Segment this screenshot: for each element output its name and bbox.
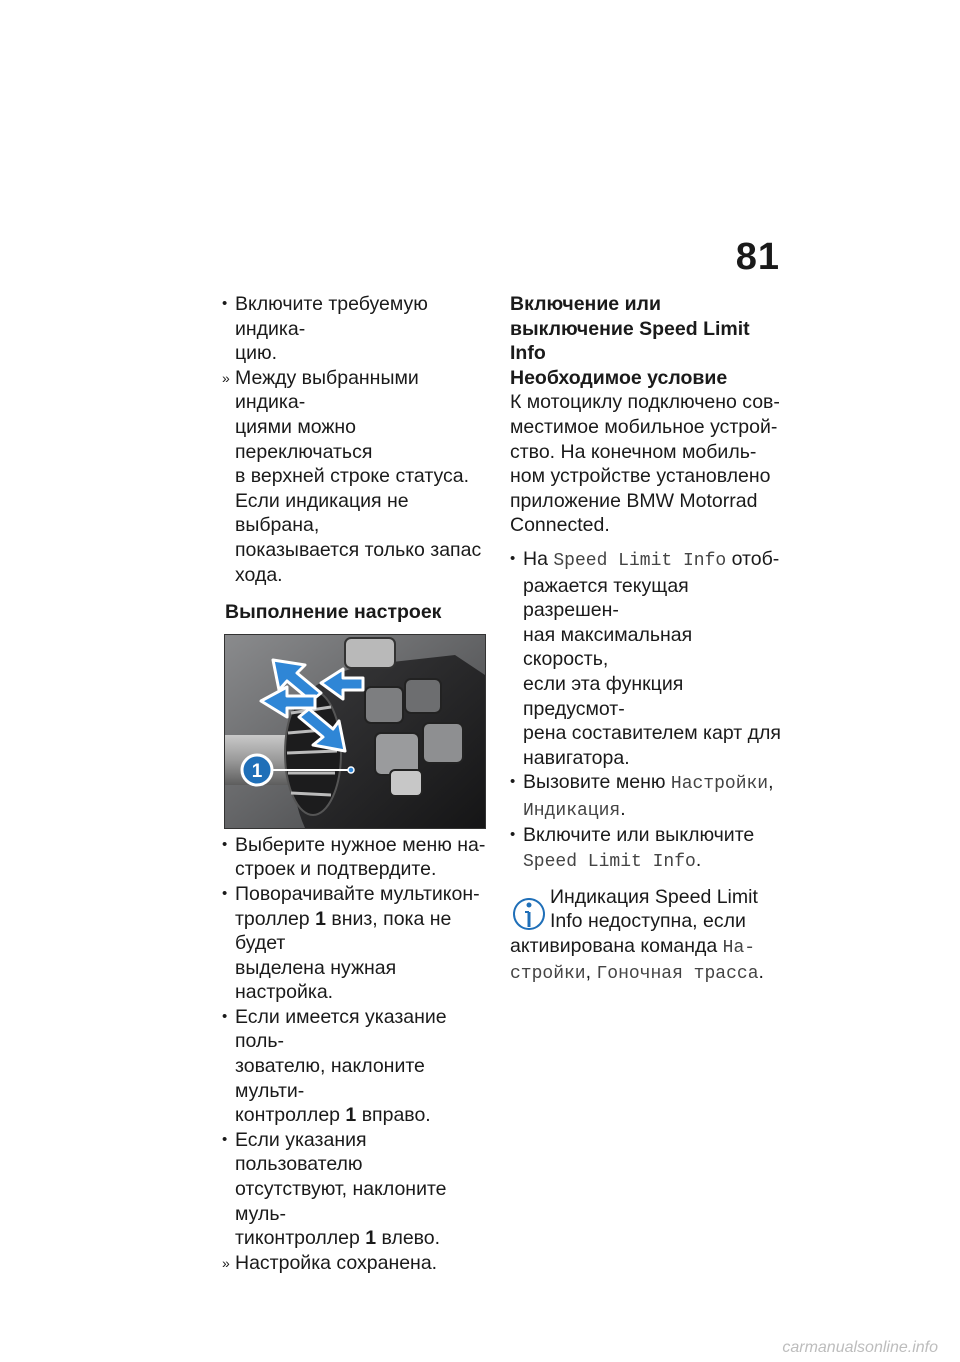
list-item: [222, 1005, 490, 1128]
instruction-list: [510, 547, 782, 875]
menu-code: Speed Limit Info: [553, 550, 727, 571]
callout-reference: 1: [315, 907, 326, 930]
list-item: [222, 882, 490, 1005]
section-heading: Включение или выключение Speed Limit Info: [510, 293, 750, 365]
list-item-text: Включите требуемую индика- цию.: [235, 293, 428, 365]
bullet-mark: •: [222, 1130, 228, 1148]
callout-label: 1: [251, 760, 263, 782]
page-number: 81: [735, 236, 780, 278]
list-item-text: Включите или выключите Speed Limit Info.: [523, 824, 755, 873]
list-item-text: Поворачивайте мультикон- троллер 1 вниз, пока не будет выделена нужная настройка.: [235, 882, 480, 1004]
result-item-text: Настройка сохранена.: [235, 1251, 438, 1274]
handlebar-controller-photo: [224, 634, 486, 829]
info-note: [510, 885, 782, 987]
bullet-mark: •: [510, 826, 516, 844]
bullet-mark: •: [510, 549, 516, 567]
bullet-mark: •: [222, 835, 228, 853]
footer-watermark-logo: carmanualsonline.info: [782, 1339, 938, 1356]
section-heading: Выполнение настроек: [225, 601, 442, 624]
result-item: [222, 366, 490, 587]
bullet-mark: •: [510, 773, 516, 791]
list-item: [510, 770, 782, 823]
list-item: [222, 833, 490, 882]
result-item-text: Между выбранными индика- циями можно переключаться в верхней строке статуса. Если индикация не выбрана, показывается только запас хода.: [235, 366, 482, 586]
list-item: [222, 1128, 490, 1251]
right-column: [510, 292, 782, 987]
list-item: [222, 292, 490, 366]
callout-reference: 1: [365, 1227, 377, 1250]
list-item: [510, 547, 782, 770]
result-item: [222, 1251, 490, 1276]
list-item-text: Если указания пользователю отсутствуют, наклоните муль- тиконтроллер 1 влево.: [235, 1128, 447, 1250]
list-item: [510, 823, 782, 874]
list-item-text: Если имеется указание поль- зователю, наклоните мульти- контроллер 1 вправо.: [235, 1005, 447, 1127]
note-text-continued: активирована команда На- стройки, Гоночная трасса.: [510, 934, 764, 985]
body-paragraph: К мотоциклу подключено сов- местимое мобильное устрой- ство. На конечном мобиль- ном устройстве установлено приложение BMW Motorrad Connected.: [510, 391, 780, 537]
bullet-mark: •: [222, 1007, 228, 1025]
callout-reference: 1: [345, 1104, 357, 1127]
list-item-text: Выберите нужное меню на- строек и подтвердите.: [235, 833, 486, 881]
left-column: [222, 292, 490, 1275]
menu-code: Настройки: [670, 774, 769, 795]
list-item-text: На Speed Limit Info отоб- ражается текущая разрешен- ная максимальная скорость, если эта функция предусмот- рена составителем карт для навигатора.: [523, 547, 781, 769]
menu-code: Индикация: [523, 800, 621, 821]
info-icon: [510, 885, 548, 937]
list-item-text: Вызовите меню Настройки, Индикация.: [523, 771, 774, 821]
result-mark: »: [222, 369, 230, 386]
bullet-mark: •: [222, 884, 228, 902]
bullet-mark: •: [222, 295, 228, 312]
menu-code: Speed Limit Info: [523, 852, 696, 873]
note-text: Индикация Speed Limit Info недоступна, если: [550, 885, 758, 933]
subheading: Необходимое условие: [510, 366, 728, 389]
result-mark: »: [222, 1254, 230, 1271]
